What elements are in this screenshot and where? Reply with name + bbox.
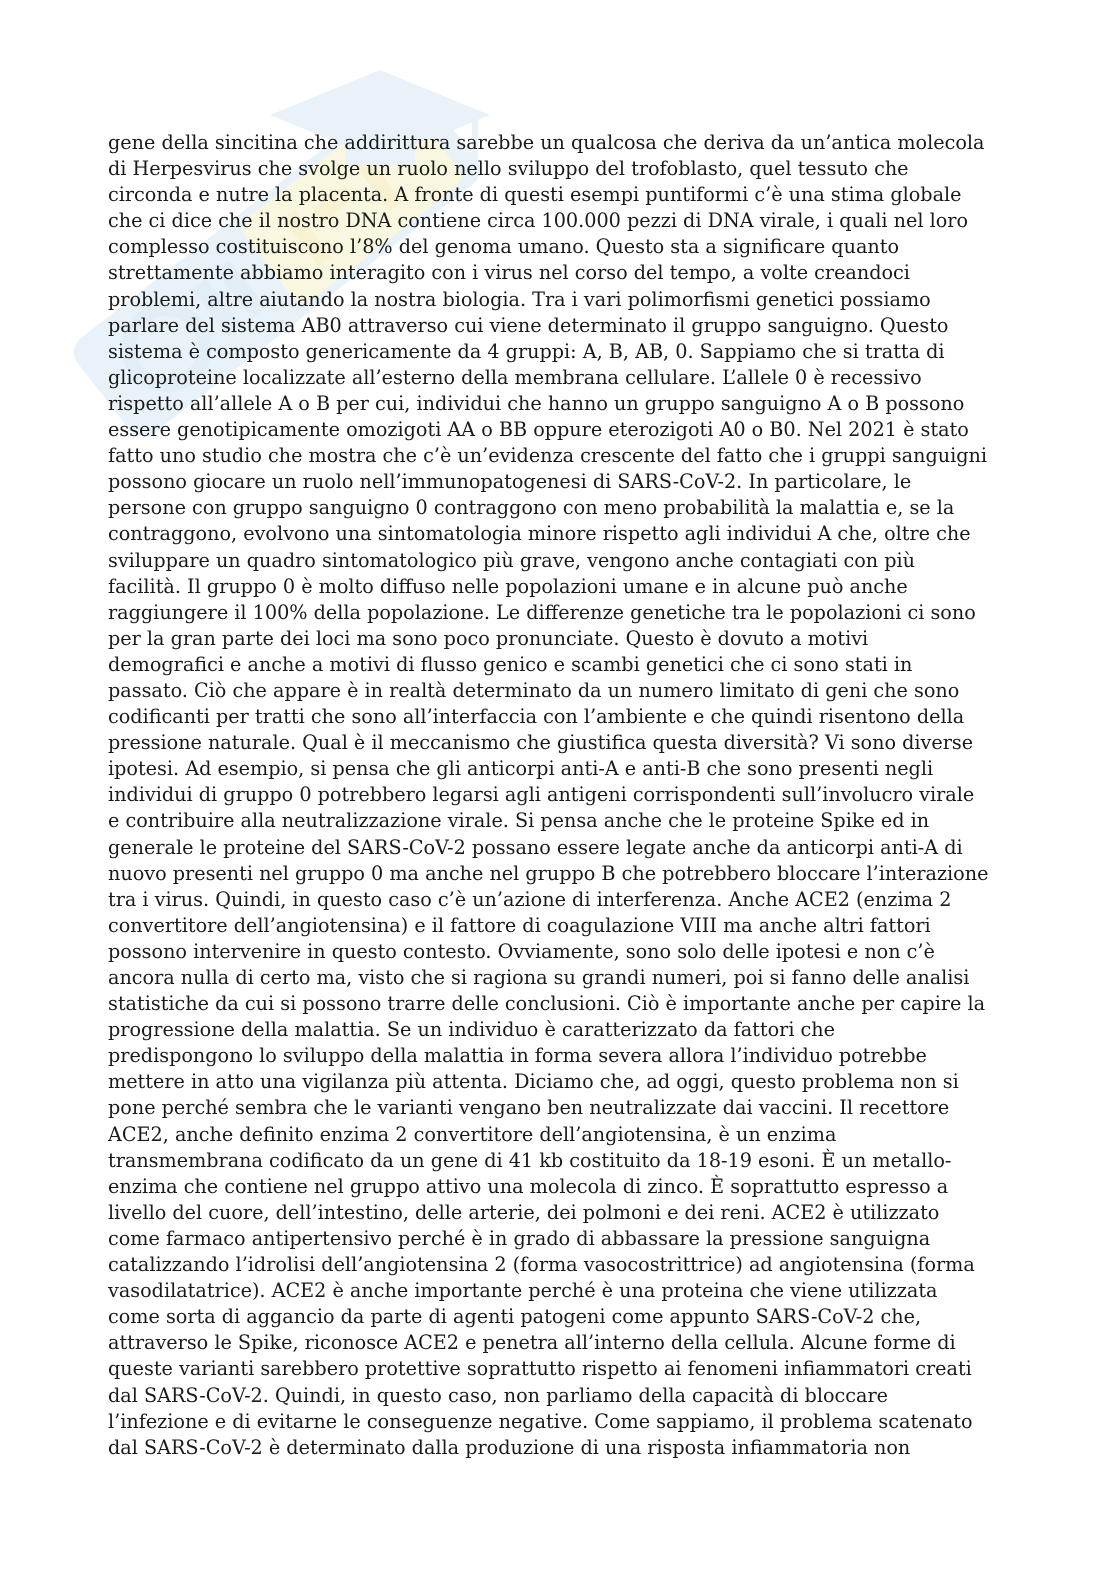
text-line: nuovo presenti nel gruppo 0 ma anche nel gruppo B che potrebbero bloccare l’interazione: [108, 861, 989, 885]
text-line: passato. Ciò che appare è in realtà determinato da un numero limitato di geni che sono: [108, 678, 960, 702]
text-line: predispongono lo sviluppo della malattia in forma severa allora l’individuo potrebbe: [108, 1044, 927, 1068]
text-line: persone con gruppo sanguigno 0 contraggono con meno probabilità la malattia e, se la: [108, 496, 955, 520]
text-line: possono intervenire in questo contesto. Ovviamente, sono solo delle ipotesi e non c’è: [108, 939, 935, 963]
text-line: dal SARS-CoV-2 è determinato dalla produzione di una risposta infiammatoria non: [108, 1435, 911, 1459]
text-line: pone perché sembra che le varianti vengano ben neutralizzate dai vaccini. Il recettore: [108, 1096, 950, 1120]
text-line: demografici e anche a motivi di flusso genico e scambi genetici che ci sono stati in: [108, 652, 913, 676]
text-line: rispetto all’allele A o B per cui, individui che hanno un gruppo sanguigno A o B possono: [108, 391, 965, 415]
text-line: complesso costituiscono l’8% del genoma umano. Questo sta a significare quanto: [108, 235, 900, 259]
text-line: ACE2, anche definito enzima 2 convertitore dell’angiotensina, è un enzima: [108, 1122, 837, 1146]
text-line: l’infezione e di evitarne le conseguenze negative. Come sappiamo, il problema scatenato: [108, 1409, 973, 1433]
text-line: raggiungere il 100% della popolazione. Le differenze genetiche tra le popolazioni ci sono: [108, 600, 976, 624]
text-line: glicoproteine localizzate all’esterno della membrana cellulare. L’allele 0 è recessivo: [108, 365, 922, 389]
text-line: pressione naturale. Qual è il meccanismo che giustifica questa diversità? Vi sono diverse: [108, 731, 974, 755]
text-line: facilità. Il gruppo 0 è molto diffuso nelle popolazioni umane e in alcune può anche: [108, 574, 908, 598]
text-line: individui di gruppo 0 potrebbero legarsi agli antigeni corrispondenti sull’involucro virale: [108, 783, 975, 807]
text-line: enzima che contiene nel gruppo attivo una molecola di zinco. È soprattutto espresso a: [108, 1174, 949, 1198]
text-line: transmembrana codificato da un gene di 41 kb costituito da 18-19 esoni. È un metallo-: [108, 1148, 952, 1172]
text-line: come farmaco antipertensivo perché è in grado di abbassare la pressione sanguigna: [108, 1226, 931, 1250]
body-text: [108, 130, 1028, 1461]
text-line: vasodilatatrice). ACE2 è anche importante perché è una proteina che viene utilizzata: [108, 1279, 938, 1303]
text-line: problemi, altre aiutando la nostra biologia. Tra i vari polimorfismi genetici possiamo: [108, 287, 931, 311]
text-line: fatto uno studio che mostra che c’è un’evidenza crescente del fatto che i gruppi sanguigni: [108, 444, 988, 468]
text-line: generale le proteine del SARS-CoV-2 possano essere legate anche da anticorpi anti-A di: [108, 835, 963, 859]
text-line: di Herpesvirus che svolge un ruolo nello sviluppo del trofoblasto, quel tessuto che: [108, 157, 909, 181]
text-line: essere genotipicamente omozigoti AA o BB oppure eterozigoti A0 o B0. Nel 2021 è stato: [108, 418, 969, 442]
text-line: ipotesi. Ad esempio, si pensa che gli anticorpi anti-A e anti-B che sono presenti negli: [108, 757, 934, 781]
text-line: circonda e nutre la placenta. A fronte di questi esempi puntiformi c’è una stima globale: [108, 183, 962, 207]
text-line: e contribuire alla neutralizzazione virale. Si pensa anche che le proteine Spike ed in: [108, 809, 930, 833]
text-line: progressione della malattia. Se un individuo è caratterizzato da fattori che: [108, 1018, 836, 1042]
text-line: livello del cuore, dell’intestino, delle arterie, dei polmoni e dei reni. ACE2 è utilizzato: [108, 1200, 940, 1224]
text-line: mettere in atto una vigilanza più attenta. Diciamo che, ad oggi, questo problema non si: [108, 1070, 959, 1094]
text-line: strettamente abbiamo interagito con i virus nel corso del tempo, a volte creandoci: [108, 261, 910, 285]
text-line: sviluppare un quadro sintomatologico più grave, vengono anche contagiati con più: [108, 548, 916, 572]
text-line: che ci dice che il nostro DNA contiene circa 100.000 pezzi di DNA virale, i quali nel loro: [108, 209, 969, 233]
text-line: sistema è composto genericamente da 4 gruppi: A, B, AB, 0. Sappiamo che si tratta di: [108, 339, 945, 363]
text-line: per la gran parte dei loci ma sono poco pronunciate. Questo è dovuto a motivi: [108, 626, 869, 650]
text-line: gene della sincitina che addirittura sarebbe un qualcosa che deriva da un’antica molecola: [108, 131, 985, 154]
text-line: catalizzando l’idrolisi dell’angiotensina 2 (forma vasocostrittrice) ad angiotensina (forma: [108, 1253, 975, 1277]
text-line: contraggono, evolvono una sintomatologia minore rispetto agli individui A che, oltre che: [108, 522, 971, 546]
text-line: queste varianti sarebbero protettive soprattutto rispetto ai fenomeni infiammatori creati: [108, 1357, 972, 1381]
text-line: statistiche da cui si possono trarre delle conclusioni. Ciò è importante anche per capire la: [108, 992, 986, 1016]
text-line: parlare del sistema AB0 attraverso cui viene determinato il gruppo sanguigno. Questo: [108, 313, 949, 337]
text-line: tra i virus. Quindi, in questo caso c’è un’azione di interferenza. Anche ACE2 (enzima 2: [108, 887, 952, 911]
text-line: dal SARS-CoV-2. Quindi, in questo caso, non parliamo della capacità di bloccare: [108, 1383, 888, 1407]
text-line: possono giocare un ruolo nell’immunopatogenesi di SARS-CoV-2. In particolare, le: [108, 470, 912, 494]
text-line: codificanti per tratti che sono all’interfaccia con l’ambiente e che quindi risentono della: [108, 705, 965, 729]
text-line: convertitore dell’angiotensina) e il fattore di coagulazione VIII ma anche altri fattori: [108, 913, 931, 937]
text-line: attraverso le Spike, riconosce ACE2 e penetra all’interno della cellula. Alcune forme di: [108, 1331, 956, 1355]
text-line: come sorta di aggancio da parte di agenti patogeni come appunto SARS-CoV-2 che,: [108, 1305, 922, 1329]
text-line: ancora nulla di certo ma, visto che si ragiona su grandi numeri, poi si fanno delle analisi: [108, 966, 970, 989]
